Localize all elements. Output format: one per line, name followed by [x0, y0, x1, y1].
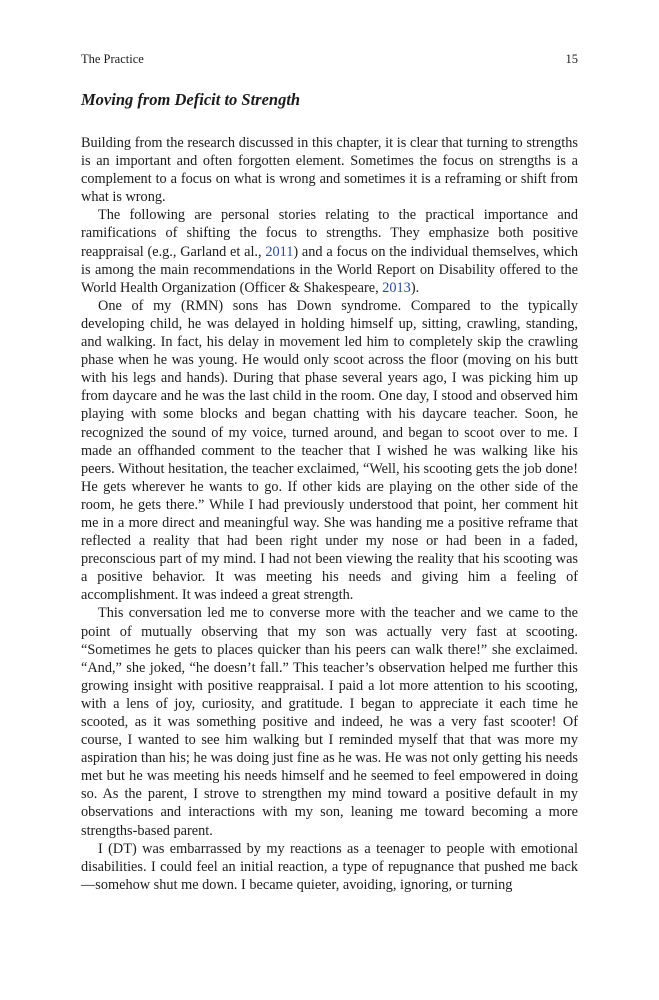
paragraph: I (DT) was embarrassed by my reactions as a teenager to people with emotional disabilities. I could feel an initial reaction, a type of repugnance that pushed me back—somehow shut me down. I became quieter, avoiding, ignoring, or turning [81, 840, 578, 893]
paragraph: One of my (RMN) sons has Down syndrome. Compared to the typically developing child, he was delayed in holding himself up, sitting, crawling, standing, and walking. In fact, his delay in movement led him to completely skip the crawling phase when he was young. He would only scoot across the floor (moving on his butt with his legs and hands). During that phase several years ago, I was picking him up from daycare and he was the last child in the room. One day, I stood and observed him playing with some blocks and began chatting with his daycare teacher. Soon, he recognized the sound of my voice, turned around, and began to scoot over to me. I made an offhanded comment to the teacher that I wished he was walking like his peers. Without hesitation, the teacher exclaimed, “Well, his scooting gets the job done! He gets wherever he wants to go. If other kids are playing on the other side of the room, he gets there.” While I had previously understood that point, her comment hit me in a more direct and meaningful way. She was handing me a positive reframe that reflected a reality that had been right under my nose or had been in a faded, preconscious part of my mind. I had not been viewing the reality that his scooting was a positive behavior. It was meeting his needs and giving him a feeling of accomplishment. It was indeed a great strength. [81, 297, 578, 604]
paragraph [81, 206, 578, 296]
paragraph-text: ). [410, 279, 420, 296]
paragraph-text: ) and a focus on the individual themselves, which is among the main recommendations in the World Report on Disability offered to the World Health Organization (Officer & Shakespeare, [81, 243, 578, 296]
paragraph: This conversation led me to converse more with the teacher and we came to the point of mutually observing that my son was actually very fast at scooting. “Sometimes he gets to places quicker than his peers can walk there!” she exclaimed. “And,” she joked, “he doesn’t fall.” This teacher’s observation helped me further this growing insight with positive reappraisal. I paid a lot more attention to his scooting, with a lens of joy, curiosity, and gratitude. I began to appreciate it each time he scooted, as it was something positive and indeed, he was a very fast scooter! Of course, I wanted to see him walking but I reminded myself that that was more my aspiration than his; he was doing just fine as he was. He was not only getting his needs met but he was meeting his needs himself and he seemed to feel empowered in doing so. As the parent, I strove to strengthen my mind toward a positive default in my observations and interactions with my son, leaning me toward becoming a more strengths-based parent. [81, 605, 578, 839]
body-text [81, 134, 578, 894]
section-title: Moving from Deficit to Strength [81, 90, 301, 109]
paragraph-text: The following are personal stories relating to the practical importance and ramifications of shifting the focus to strengths. They emphasize both positive reappraisal (e.g., Garland et al., [81, 207, 578, 260]
page-number: 15 [565, 52, 578, 66]
running-title: The Practice [81, 52, 144, 66]
paragraph: Building from the research discussed in this chapter, it is clear that turning to strengths is an important and often forgotten element. Sometimes the focus on strengths is a complement to a focus on what is wrong and sometimes it is a reframing or shift from what is wrong. [81, 135, 578, 206]
citation-link[interactable]: 2013 [382, 279, 411, 296]
running-head [81, 52, 578, 67]
citation-link[interactable]: 2011 [265, 243, 294, 260]
